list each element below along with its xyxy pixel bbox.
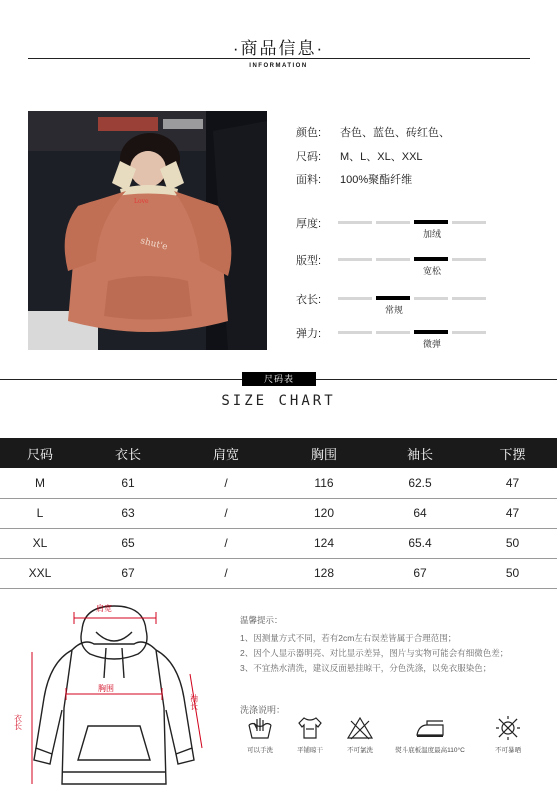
tips-item: 3、不宜热水清洗，建议反面悬挂晾干，分色洗涤，以免衣服染色； <box>240 663 492 673</box>
scale-length-label: 衣长: <box>296 294 322 306</box>
table-cell: 124 <box>276 528 372 558</box>
no-sun-icon <box>494 715 522 741</box>
table-cell: 65 <box>80 528 176 558</box>
page-subtitle: INFORMATION <box>249 63 308 69</box>
table-row <box>0 498 557 528</box>
attribute-color <box>296 124 450 140</box>
table-cell: XXL <box>0 558 80 588</box>
tips-item: 2、因个人显示器明亮、对比显示差异，图片与实物可能会有细微色差； <box>240 648 509 658</box>
attribute-label: 面料: <box>296 174 322 186</box>
product-photo <box>28 111 267 350</box>
scale-segment-selected <box>414 330 448 334</box>
scale-segment-selected <box>376 296 410 300</box>
attribute-value: 杏色、蓝色、砖红色、 <box>340 127 450 139</box>
table-cell: 61 <box>80 468 176 498</box>
size-table-header: 肩宽 <box>176 438 276 468</box>
tips-item: 1、因测量方式不同，若有2cm左右误差皆属于合理范围； <box>240 633 457 643</box>
care-item <box>480 715 536 754</box>
attribute-value: M、L、XL、XXL <box>340 151 423 163</box>
table-cell: L <box>0 498 80 528</box>
scale-elasticity <box>338 330 486 334</box>
attribute-size <box>296 148 423 164</box>
care-item <box>378 715 482 754</box>
scale-fit-label: 版型: <box>296 255 322 267</box>
sweater-print-text: shut'e <box>139 236 169 253</box>
scale-segment <box>338 297 372 300</box>
scale-thickness <box>338 220 486 224</box>
table-cell: XL <box>0 528 80 558</box>
measurement-diagram <box>10 598 220 798</box>
care-title: 洗涤说明： <box>240 705 286 715</box>
table-cell: 47 <box>468 468 557 498</box>
table-cell: 47 <box>468 498 557 528</box>
scale-segment <box>338 331 372 334</box>
scale-elasticity-tag: 微弹 <box>422 339 441 349</box>
attribute-label: 尺码: <box>296 151 322 163</box>
table-cell: 50 <box>468 528 557 558</box>
table-cell: 65.4 <box>372 528 468 558</box>
table-cell: 116 <box>276 468 372 498</box>
diagram-sleeve-label: 袖长 <box>189 694 199 710</box>
size-table-header: 衣长 <box>80 438 176 468</box>
scale-segment-selected <box>414 257 448 261</box>
attribute-value: 100%聚酯纤维 <box>340 174 413 186</box>
scale-segment <box>452 297 486 300</box>
hoodie-outline-illustration <box>10 598 220 798</box>
scale-length <box>338 296 486 300</box>
table-cell: 128 <box>276 558 372 588</box>
scale-segment <box>338 221 372 224</box>
attribute-fabric <box>296 171 412 187</box>
iron-icon <box>413 715 447 741</box>
scale-segment <box>338 258 372 261</box>
table-cell: / <box>176 468 276 498</box>
diagram-length-label: 衣长 <box>13 714 23 730</box>
care-label: 可以手洗 <box>247 747 273 754</box>
table-cell: 67 <box>80 558 176 588</box>
scale-segment <box>376 258 410 261</box>
diagram-shoulder-label: 肩宽 <box>96 604 112 613</box>
table-cell: / <box>176 558 276 588</box>
table-cell: 67 <box>372 558 468 588</box>
table-cell: / <box>176 498 276 528</box>
table-row <box>0 468 557 498</box>
hand-wash-icon <box>246 715 274 741</box>
size-table-header: 尺码 <box>0 438 80 468</box>
collar-print-text: Love <box>134 198 149 205</box>
table-cell: 64 <box>372 498 468 528</box>
table-cell: 62.5 <box>372 468 468 498</box>
size-table-header-row <box>0 438 557 468</box>
title-divider <box>28 58 530 59</box>
scale-segment <box>376 221 410 224</box>
dry-flat-icon <box>296 715 324 741</box>
scale-elasticity-label: 弹力: <box>296 328 322 340</box>
table-cell: 63 <box>80 498 176 528</box>
table-cell: / <box>176 528 276 558</box>
scale-fit <box>338 257 486 261</box>
scale-thickness-label: 厚度: <box>296 218 322 230</box>
scale-length-tag: 常规 <box>384 305 403 315</box>
scale-segment <box>452 258 486 261</box>
care-label: 不可暴晒 <box>495 747 521 754</box>
table-row <box>0 558 557 588</box>
table-cell: M <box>0 468 80 498</box>
scale-thickness-tag: 加绒 <box>422 229 441 239</box>
table-cell: 120 <box>276 498 372 528</box>
diagram-chest-label: 胸围 <box>98 684 114 693</box>
size-table-header: 下摆 <box>468 438 557 468</box>
scale-segment <box>452 331 486 334</box>
size-table <box>0 438 557 589</box>
scale-segment-selected <box>414 220 448 224</box>
scale-segment <box>452 221 486 224</box>
page-title: ·商品信息· <box>232 39 325 58</box>
scale-segment <box>376 331 410 334</box>
size-chart-title: SIZE CHART <box>221 393 336 409</box>
size-table-header: 袖长 <box>372 438 468 468</box>
care-label: 平铺晾干 <box>297 747 323 754</box>
table-row <box>0 528 557 558</box>
size-chart-badge: 尺码表 <box>242 372 316 386</box>
care-label: 不可氯洗 <box>347 747 373 754</box>
no-bleach-icon <box>346 715 374 741</box>
scale-segment <box>414 297 448 300</box>
size-table-header: 胸围 <box>276 438 372 468</box>
scale-fit-tag: 宽松 <box>422 266 441 276</box>
product-photo-illustration <box>28 111 267 350</box>
care-label: 熨斗底板温度最高110°C <box>395 747 465 754</box>
table-cell: 50 <box>468 558 557 588</box>
tips-title: 温馨提示： <box>240 615 283 625</box>
attribute-label: 颜色: <box>296 127 322 139</box>
